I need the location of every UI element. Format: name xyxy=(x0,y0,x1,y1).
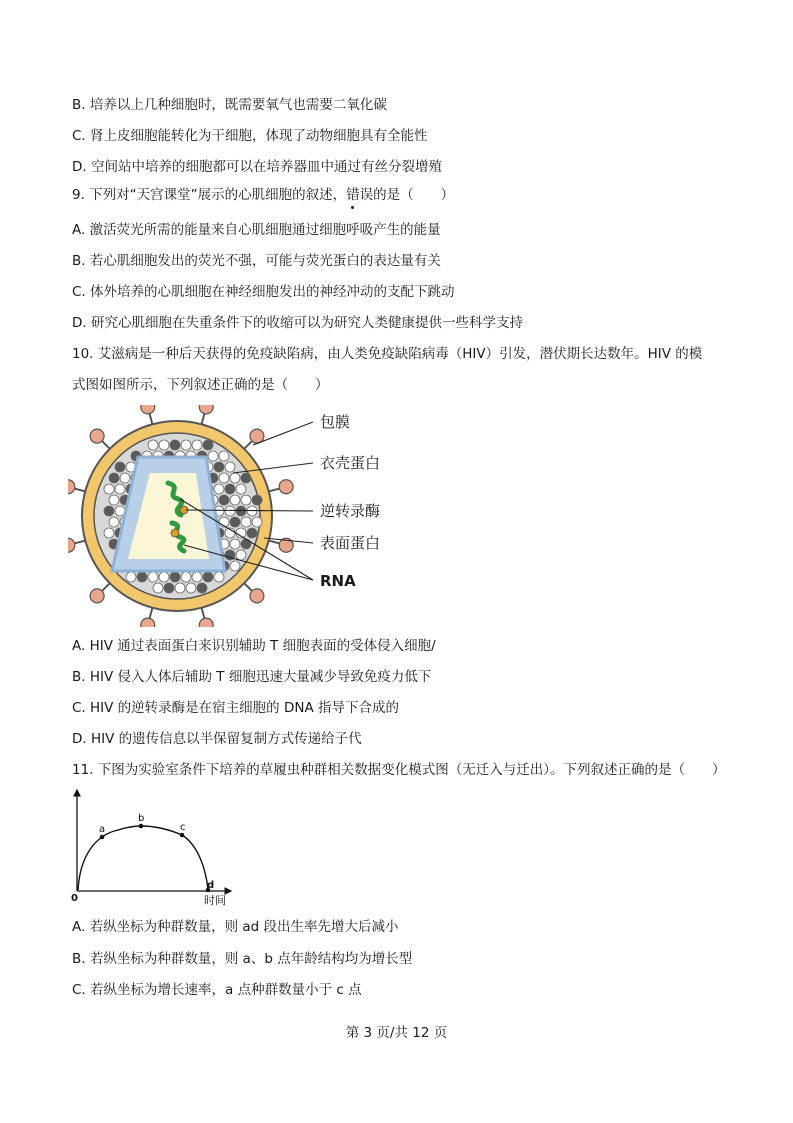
point-b xyxy=(139,824,144,829)
q11-stem: 11. 下图为实验室条件下培养的草履虫种群相关数据变化模式图（无迁入与迁出）。下列叙述正确的是（ ） xyxy=(72,762,726,778)
q9-stem-text: 9. 下列对“天宫课堂”展示的心肌细胞的叙述， xyxy=(72,187,347,203)
surface-protein-knob xyxy=(68,538,75,552)
page-footer: 第 3 页/共 12 页 xyxy=(345,1025,448,1041)
capsomere-bead xyxy=(115,484,125,494)
capsomere-bead xyxy=(181,572,191,582)
surface-protein-knob xyxy=(141,405,155,414)
capsomere-bead xyxy=(247,528,257,538)
surface-protein-knob xyxy=(68,480,75,494)
surface-protein-knob xyxy=(199,405,213,414)
q10-stem-line2: 式图如图所示，下列叙述正确的是（ ） xyxy=(72,377,329,393)
label-b: b xyxy=(138,813,145,824)
capsomere-bead xyxy=(148,440,158,450)
label-d: d xyxy=(207,880,215,891)
q10-option-c: C. HIV 的逆转录酶是在宿主细胞的 DNA 指导下合成的 xyxy=(72,700,399,716)
capsomere-bead xyxy=(252,495,262,505)
capsomere-bead xyxy=(225,506,235,516)
capsomere-bead xyxy=(225,462,235,472)
q9-option-a: A. 激活荧光所需的能量来自心肌细胞通过细胞呼吸产生的能量 xyxy=(72,222,441,238)
capsomere-bead xyxy=(104,484,114,494)
capsomere-bead xyxy=(241,473,251,483)
hiv-labels xyxy=(320,413,380,590)
q8-option-c: C. 肾上皮细胞能转化为干细胞，体现了动物细胞具有全能性 xyxy=(72,128,428,144)
capsomere-bead xyxy=(109,473,119,483)
capsomere-bead xyxy=(230,517,240,527)
q9-option-c: C. 体外培养的心肌细胞在神经细胞发出的神经冲动的支配下跳动 xyxy=(72,284,455,300)
capsomere-bead xyxy=(219,495,229,505)
capsomere-bead xyxy=(236,550,246,560)
x-axis-label: 时间 xyxy=(204,894,226,907)
capsomere-bead xyxy=(104,506,114,516)
surface-protein-knob xyxy=(250,589,264,603)
capsomere-bead xyxy=(104,528,114,538)
surface-protein-knob xyxy=(250,429,264,443)
label-rna: RNA xyxy=(320,572,356,590)
hiv-model-figure xyxy=(68,405,398,627)
capsomere-bead xyxy=(192,440,202,450)
label-c: c xyxy=(180,822,186,833)
capsomere-bead xyxy=(175,583,185,593)
q9-stem xyxy=(72,186,454,204)
q9-stem-tail: 误的是（ ） xyxy=(359,187,455,203)
capsomere-bead xyxy=(241,517,251,527)
capsomere-bead xyxy=(230,561,240,571)
capsomere-bead xyxy=(236,484,246,494)
capsomere-bead xyxy=(181,440,191,450)
population-curve-figure xyxy=(68,785,240,907)
capsomere-bead xyxy=(148,572,158,582)
capsomere-bead xyxy=(126,572,136,582)
capsomere-bead xyxy=(241,539,251,549)
capsomere-bead xyxy=(203,572,213,582)
q11-option-b: B. 若纵坐标为种群数量，则 a、b 点年龄结构均为增长型 xyxy=(72,951,413,967)
capsomere-bead xyxy=(214,484,224,494)
q11-option-c: C. 若纵坐标为增长速率，a 点种群数量小于 c 点 xyxy=(72,982,362,998)
capsomere-bead xyxy=(153,583,163,593)
label-surface-protein: 表面蛋白 xyxy=(320,534,381,552)
capsomere-bead xyxy=(241,495,251,505)
capsomere-bead xyxy=(170,440,180,450)
surface-protein-knob xyxy=(141,618,155,627)
capsomere-bead xyxy=(230,539,240,549)
capsomere-bead xyxy=(225,484,235,494)
origin-label: 0 xyxy=(71,893,78,904)
hiv-reverse-transcriptase-2 xyxy=(171,529,179,537)
surface-protein-knob xyxy=(90,589,104,603)
surface-protein-knob xyxy=(279,480,293,494)
capsomere-bead xyxy=(192,572,202,582)
capsomere-bead xyxy=(186,583,196,593)
q8-option-d: D. 空间站中培养的细胞都可以在培养器皿中通过有丝分裂增殖 xyxy=(72,159,442,175)
capsomere-bead xyxy=(109,517,119,527)
capsomere-bead xyxy=(170,572,180,582)
label-envelope: 包膜 xyxy=(320,413,351,431)
capsomere-bead xyxy=(159,440,169,450)
capsomere-bead xyxy=(137,572,147,582)
q10-stem-line1: 10. 艾滋病是一种后天获得的免疫缺陷病，由人类免疫缺陷病毒（HIV）引发，潜伏期长达数年。HIV 的模 xyxy=(72,346,703,362)
capsomere-bead xyxy=(219,451,229,461)
capsomere-bead xyxy=(115,462,125,472)
q11-option-a: A. 若纵坐标为种群数量，则 ad 段出生率先增大后减小 xyxy=(72,919,399,935)
point-a xyxy=(100,835,105,840)
point-c xyxy=(180,833,185,838)
capsomere-bead xyxy=(230,473,240,483)
surface-protein-knob xyxy=(199,618,213,627)
capsomere-bead xyxy=(252,517,262,527)
capsomere-bead xyxy=(214,462,224,472)
label-reverse-transcriptase: 逆转录酶 xyxy=(320,502,381,520)
capsomere-bead xyxy=(203,440,213,450)
surface-protein-knob xyxy=(90,429,104,443)
capsomere-bead xyxy=(159,572,169,582)
capsomere-bead xyxy=(208,451,218,461)
capsomere-bead xyxy=(120,473,130,483)
label-a: a xyxy=(99,824,106,835)
q9-option-b: B. 若心肌细胞发出的荧光不强，可能与荧光蛋白的表达量有关 xyxy=(72,253,441,269)
q9-option-d: D. 研究心肌细胞在失重条件下的收缩可以为研究人类健康提供一些科学支持 xyxy=(72,315,523,331)
capsomere-bead xyxy=(197,583,207,593)
label-capsid-protein: 衣壳蛋白 xyxy=(320,454,381,472)
q10-option-b: B. HIV 侵入人体后辅助 T 细胞迅速大量减少导致免疫力低下 xyxy=(72,669,432,685)
q8-option-b: B. 培养以上几种细胞时，既需要氧气也需要二氧化碳 xyxy=(72,97,387,113)
capsomere-bead xyxy=(164,583,174,593)
q10-option-a: A. HIV 通过表面蛋白来识别辅助 T 细胞表面的受体侵入细胞/ xyxy=(72,638,436,654)
capsomere-bead xyxy=(230,495,240,505)
capsomere-bead xyxy=(109,495,119,505)
capsomere-bead xyxy=(219,473,229,483)
q9-emphasis-char: 错 xyxy=(346,187,360,203)
q10-option-d: D. HIV 的遗传信息以半保留复制方式传递给子代 xyxy=(72,731,362,747)
population-curve xyxy=(78,826,208,890)
capsomere-bead xyxy=(214,572,224,582)
